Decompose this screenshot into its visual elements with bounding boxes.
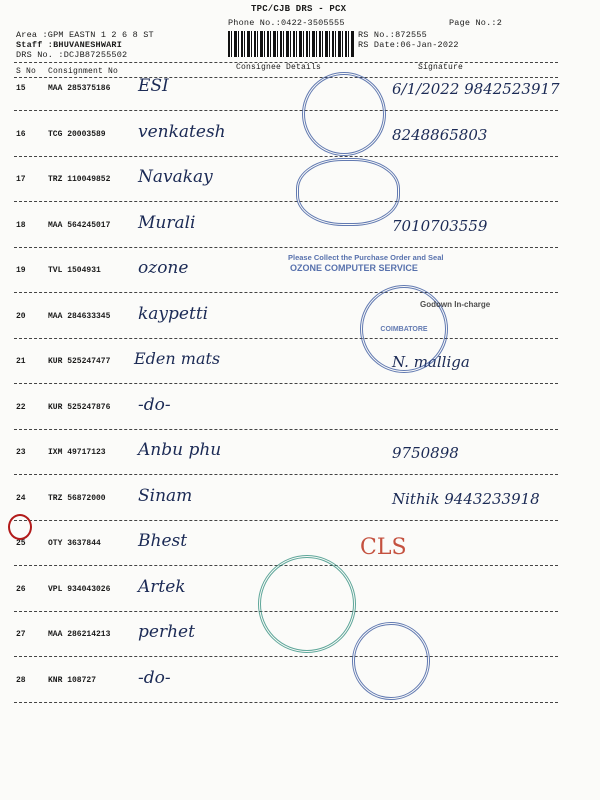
header-divider-bottom [14,77,558,78]
row-serial-number: 22 [16,402,26,412]
company-seal [352,622,430,700]
consignee-name: Bhest [138,531,188,551]
row-serial-number: 20 [16,311,26,321]
staff-label: Staff :BHUVANESHWARI [16,40,123,50]
ozone-stamp-line1: Please Collect the Purchase Order and Seal [288,253,444,262]
consignee-name: -do- [138,667,171,688]
column-consignee-details: Consignee Details [236,63,322,72]
row-divider [14,429,558,430]
page-number: Page No.:2 [449,18,503,28]
row-consignment-number: KUR 525247876 [48,402,111,412]
company-seal [258,555,356,653]
row-consignment-number: TVL 1504931 [48,266,101,275]
consignee-name: ESI [138,76,169,96]
area-label: Area :GPM EASTN 1 2 6 8 ST [16,30,154,40]
row-consignment-number: MAA 564245017 [48,220,111,230]
row-consignment-number: IXM 49717123 [48,448,106,457]
phone-number: Phone No.:0422-3505555 [228,18,345,28]
consignee-signature: 7010703559 [392,216,488,235]
row-consignment-number: KUR 525247477 [48,357,111,366]
company-seal [360,285,448,373]
column-sno: S No [16,67,37,76]
consignee-name: Navakay [138,167,213,187]
consignee-signature: 8248865803 [392,125,488,144]
consignee-signature: CLS [360,535,407,560]
row-consignment-number: TRZ 56872000 [48,493,106,503]
row-divider [14,247,558,248]
rs-date: RS Date:06-Jan-2022 [358,40,459,50]
row-divider [14,474,558,475]
row-consignment-number: VPL 934043026 [48,584,111,594]
row-consignment-number: MAA 285375186 [48,84,111,93]
godown-stamp: Godown In-charge [420,300,491,309]
row-serial-number: 21 [16,357,26,366]
row-serial-number: 15 [16,84,26,93]
circle-mark-icon [8,514,32,540]
row-consignment-number: MAA 284633345 [48,311,111,321]
row-divider [14,292,558,293]
row-divider [14,383,558,384]
consignee-signature: Nithik 9443233918 [392,489,540,508]
consignee-signature: N. malliga [392,353,470,371]
barcode [228,31,354,57]
row-serial-number: 26 [16,584,26,594]
column-consignment: Consignment No [48,67,119,76]
row-divider [14,156,558,157]
ozone-stamp-line2: OZONE COMPUTER SERVICE [290,263,418,273]
row-serial-number: 24 [16,493,26,503]
consignee-signature: 6/1/2022 9842523917 [392,80,560,98]
row-consignment-number: TCG 20003589 [48,129,106,139]
row-serial-number: 19 [16,266,26,275]
row-consignment-number: MAA 286214213 [48,630,111,639]
seal-city-label: COIMBATORE [380,325,428,333]
row-serial-number: 28 [16,675,26,685]
consignee-signature: 9750898 [392,444,459,462]
row-serial-number: 25 [16,539,26,548]
consignee-name: Sinam [138,485,193,506]
consignee-name: perhet [138,622,195,642]
row-divider [14,338,558,339]
consignee-name: Anbu phu [138,440,222,460]
drs-number: DRS No. :DCJB87255502 [16,50,128,60]
rs-number: RS No.:872555 [358,30,427,40]
row-serial-number: 18 [16,220,26,230]
row-divider [14,702,558,703]
consignee-name: Artek [138,576,186,597]
company-seal [296,158,400,226]
row-consignment-number: TRZ 110049852 [48,175,111,184]
document-title: TPC/CJB DRS - PCX [251,4,347,14]
row-serial-number: 16 [16,129,26,139]
consignee-name: Murali [138,212,196,233]
consignee-name: venkatesh [138,121,226,142]
row-serial-number: 27 [16,630,26,639]
consignee-name: kaypetti [138,303,209,324]
row-divider [14,201,558,202]
row-consignment-number: OTY 3637844 [48,539,101,548]
consignee-name: ozone [138,258,189,278]
consignee-name: -do- [138,394,171,415]
row-divider [14,110,558,111]
row-serial-number: 17 [16,175,26,184]
row-divider [14,520,558,521]
column-signature: Signature [418,63,464,72]
row-consignment-number: KNR 108727 [48,675,97,685]
row-divider [14,656,558,657]
company-seal [302,72,386,156]
row-serial-number: 23 [16,448,26,457]
consignee-name: Eden mats [134,349,221,368]
